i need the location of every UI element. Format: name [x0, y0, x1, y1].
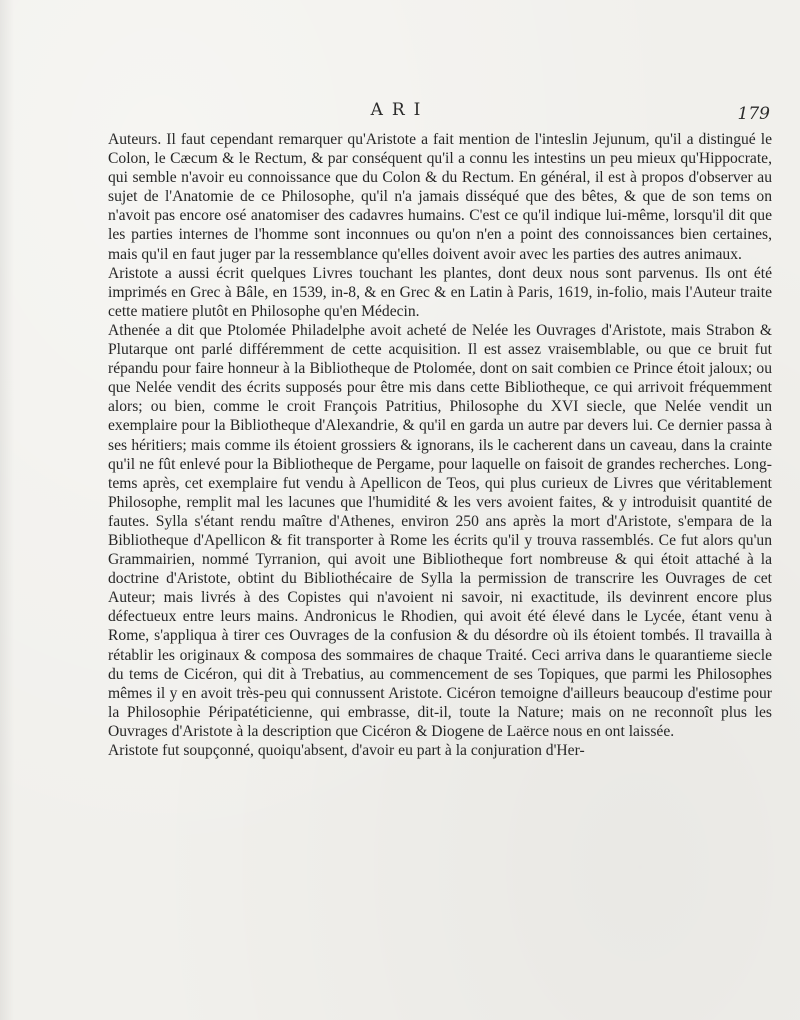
paragraph-3: Athenée a dit que Ptolomée Philadelphe avoit acheté de Nelée les Ouvrages d'Aristote, mais Strabon & Plutarque ont parlé différemment de cette acquisition. Il est assez vraisemblable, ou que ce bruit fut répandu pour faire honneur à la Bibliotheque de Ptolomée, dont on sait combien ce Prince étoit jaloux; ou que Nelée vendit des écrits supposés pour être mis dans cette Bibliotheque, ce qui arrivoit fréquemment alors; ou bien, comme le croit François Patritius, Philosophe du XVI siecle, que Nelée vendit un exemplaire pour la Bibliotheque d'Alexandrie, & qu'il en garda un autre par devers lui. Ce dernier passa à ses héritiers; mais comme ils étoient grossiers & ignorans, ils le cacherent dans un caveau, dans la crainte qu'il ne fût enlevé pour la Bibliotheque de Pergame, pour laquelle on faisoit de grandes recherches. Long-tems après, cet exemplaire fut vendu à Apellicon de Teos, qui plus curieux de Livres que véritablement Philosophe, remplit mal les lacunes que l'humidité & les vers avoient faites, & y introduisit quantité de fautes. Sylla s'étant rendu maître d'Athenes, environ 250 ans après la mort d'Aristote, s'empara de la Bibliotheque d'Apellicon & fit transporter à Rome les écrits qu'il y trouva rassemblés. Ce fut alors qu'un Grammairien, nommé Tyrranion, qui avoit une Bibliotheque fort nombreuse & qui étoit attaché à la doctrine d'Aristote, obtint du Bibliothécaire de Sylla la permission de transcrire les Ouvrages de cet Auteur; mais livrés à des Copistes qui n'avoient ni savoir, ni exactitude, ils devinrent encore plus défectueux entre leurs mains. Andronicus le Rhodien, qui avoit été élevé dans le Lycée, étant venu à Rome, s'appliqua à tirer ces Ouvrages de la confusion & du désordre où ils étoient tombés. Il travailla à rétablir les originaux & composa des sommaires de chaque Traité. Ceci arriva dans le quarantieme siecle du tems de Cicéron, qui dit à Trebatius, au commencement de ses Topiques, que parmi les Philosophes mêmes il y en avoit très-peu qui connussent Aristote. Cicéron temoigne d'ailleurs beaucoup d'estime pour la Philosophie Péripatéticienne, qui embrasse, dit-il, toute la Nature; mais on ne reconnoît plus les Ouvrages d'Aristote à la description que Cicéron & Diogene de Laërce nous en ont laissée. [108, 321, 772, 740]
page-number: 179 [737, 104, 770, 124]
body-text [108, 130, 772, 760]
running-head: ARI [370, 100, 430, 120]
paragraph-1: Auteurs. Il faut cependant remarquer qu'Aristote a fait mention de l'inteslin Jejunum, qu'il a distingué le Colon, le Cæcum & le Rectum, & par conséquent qu'il a connu les intestins un peu mieux qu'Hippocrate, qui semble n'avoir eu connoissance que du Colon & du Rectum. En général, il est à propos d'observer au sujet de l'Anatomie de ce Philosophe, qu'il n'a jamais disséqué que des bêtes, & que de son tems on n'avoit pas encore osé anatomiser des cadavres humains. C'est ce qu'il indique lui-même, lorsqu'il dit que les parties internes de l'homme sont inconnues ou qu'on n'en a point des connoissances bien certaines, mais qu'il en faut juger par la ressemblance qu'elles doivent avoir avec les parties des autres animaux. [108, 131, 772, 263]
page-fold-shadow [0, 0, 14, 1020]
page-header [0, 100, 800, 126]
paragraph-4: Aristote fut soupçonné, quoiqu'absent, d'avoir eu part à la conjuration d'Her- [108, 742, 585, 759]
paragraph-2: Aristote a aussi écrit quelques Livres touchant les plantes, dont deux nous sont parvenus. Ils ont été imprimés en Grec à Bâle, en 1539, in-8, & en Grec & en Latin à Paris, 1619, in-folio, mais l'Auteur traite cette matiere plutôt en Philosophe qu'en Médecin. [108, 264, 772, 320]
